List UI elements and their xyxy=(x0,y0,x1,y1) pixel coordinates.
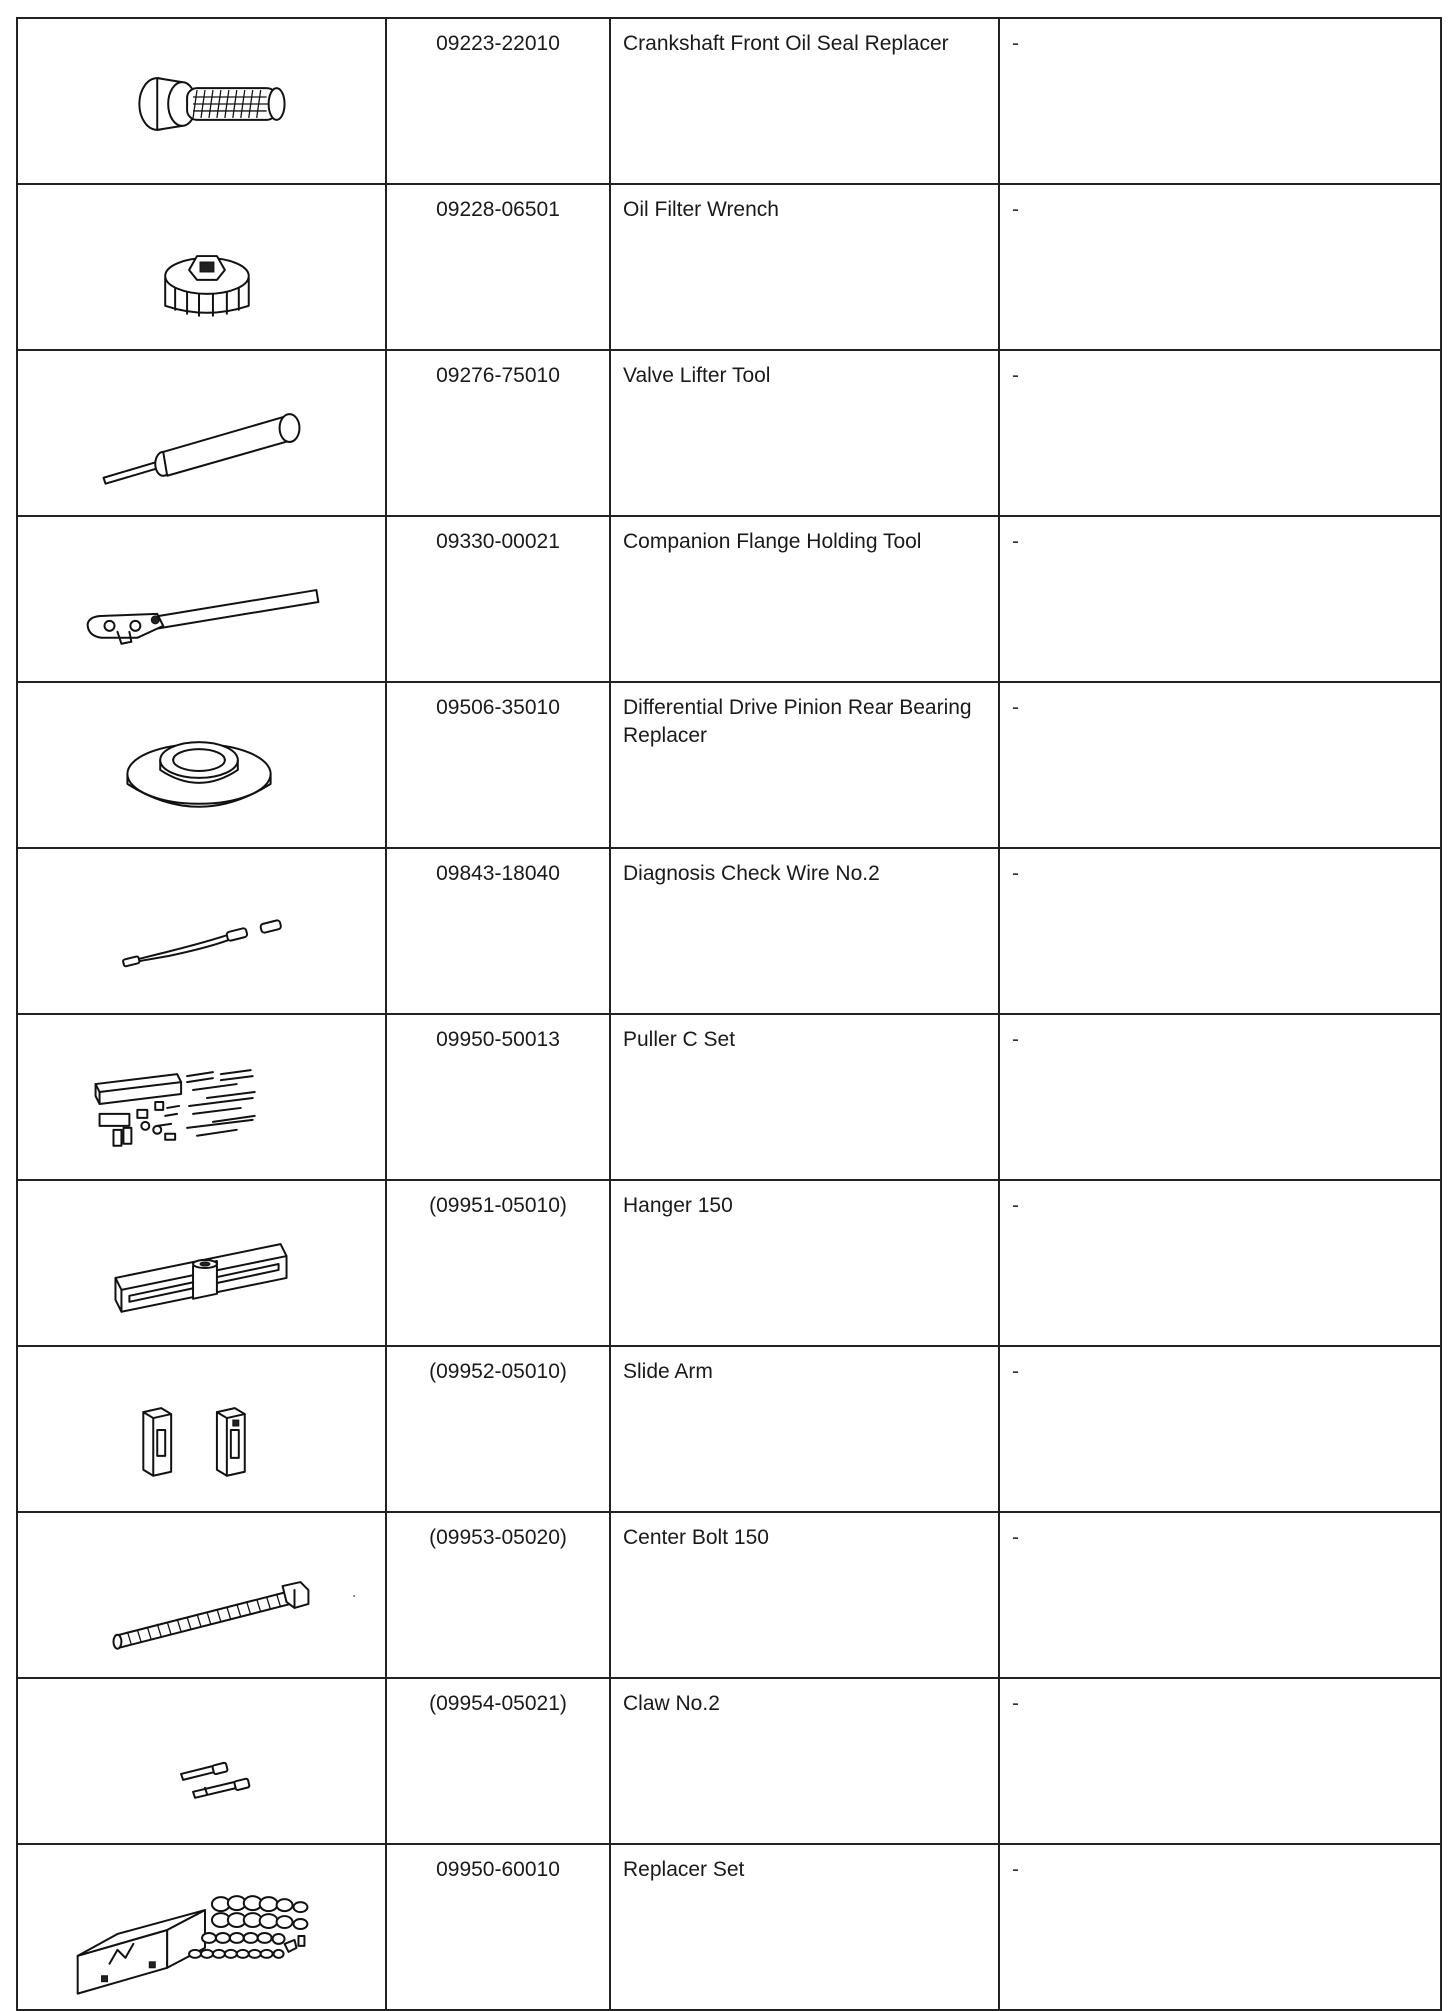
center-bolt-icon xyxy=(18,1513,385,1677)
part-number: 09330-00021 xyxy=(386,516,610,682)
tool-name: Differential Drive Pinion Rear Bearing Replacer xyxy=(610,682,999,848)
table-row xyxy=(17,184,1441,350)
tool-name: Diagnosis Check Wire No.2 xyxy=(610,848,999,1014)
tool-note: - xyxy=(999,682,1441,848)
bearing-replacer-icon xyxy=(18,683,385,847)
tool-note: - xyxy=(999,350,1441,516)
table-row xyxy=(17,1014,1441,1180)
tool-illustration-cell xyxy=(17,1014,386,1180)
oil-filter-wrench-icon xyxy=(18,185,385,349)
tool-illustration-cell xyxy=(17,1844,386,2010)
tool-note: - xyxy=(999,18,1441,184)
part-number: (09953-05020) xyxy=(386,1512,610,1678)
part-number: 09843-18040 xyxy=(386,848,610,1014)
claw-icon xyxy=(18,1679,385,1843)
tool-illustration-cell xyxy=(17,1180,386,1346)
table-row xyxy=(17,1844,1441,2010)
replacer-set-icon xyxy=(18,1845,385,2009)
oil-seal-replacer-icon xyxy=(18,19,385,183)
tool-note: - xyxy=(999,848,1441,1014)
tool-illustration-cell xyxy=(17,1678,386,1844)
puller-set-icon xyxy=(18,1015,385,1179)
tool-name: Replacer Set xyxy=(610,1844,999,2010)
slide-arm-icon xyxy=(18,1347,385,1511)
table-row xyxy=(17,18,1441,184)
tool-note: - xyxy=(999,1346,1441,1512)
valve-lifter-tool-icon xyxy=(18,351,385,515)
tool-note: - xyxy=(999,1180,1441,1346)
tool-name: Crankshaft Front Oil Seal Replacer xyxy=(610,18,999,184)
table-row xyxy=(17,682,1441,848)
table-row xyxy=(17,1180,1441,1346)
tool-name: Center Bolt 150 xyxy=(610,1512,999,1678)
tool-note: - xyxy=(999,184,1441,350)
tool-name: Hanger 150 xyxy=(610,1180,999,1346)
tool-note: - xyxy=(999,1844,1441,2010)
table-row xyxy=(17,516,1441,682)
part-number: 09223-22010 xyxy=(386,18,610,184)
tool-illustration-cell xyxy=(17,350,386,516)
part-number: 09228-06501 xyxy=(386,184,610,350)
part-number: 09950-50013 xyxy=(386,1014,610,1180)
part-number: (09951-05010) xyxy=(386,1180,610,1346)
tool-name: Puller C Set xyxy=(610,1014,999,1180)
tool-note: - xyxy=(999,1678,1441,1844)
part-number: 09506-35010 xyxy=(386,682,610,848)
tool-name: Slide Arm xyxy=(610,1346,999,1512)
part-number: 09276-75010 xyxy=(386,350,610,516)
tool-illustration-cell xyxy=(17,1512,386,1678)
tool-note: - xyxy=(999,516,1441,682)
part-number: (09952-05010) xyxy=(386,1346,610,1512)
tool-illustration-cell xyxy=(17,516,386,682)
tool-illustration-cell xyxy=(17,1346,386,1512)
table-row xyxy=(17,1512,1441,1678)
tool-illustration-cell xyxy=(17,848,386,1014)
tool-illustration-cell xyxy=(17,682,386,848)
tool-name: Claw No.2 xyxy=(610,1678,999,1844)
tool-note: - xyxy=(999,1014,1441,1180)
tool-name: Valve Lifter Tool xyxy=(610,350,999,516)
tool-note: - xyxy=(999,1512,1441,1678)
tool-illustration-cell xyxy=(17,184,386,350)
table-row xyxy=(17,1678,1441,1844)
check-wire-icon xyxy=(18,849,385,1013)
table-row xyxy=(17,848,1441,1014)
flange-holding-tool-icon xyxy=(18,517,385,681)
tool-name: Companion Flange Holding Tool xyxy=(610,516,999,682)
table-row xyxy=(17,1346,1441,1512)
hanger-icon xyxy=(18,1181,385,1345)
special-service-tools-table xyxy=(16,17,1442,2011)
part-number: (09954-05021) xyxy=(386,1678,610,1844)
table-row xyxy=(17,350,1441,516)
tool-illustration-cell xyxy=(17,18,386,184)
tool-name: Oil Filter Wrench xyxy=(610,184,999,350)
part-number: 09950-60010 xyxy=(386,1844,610,2010)
